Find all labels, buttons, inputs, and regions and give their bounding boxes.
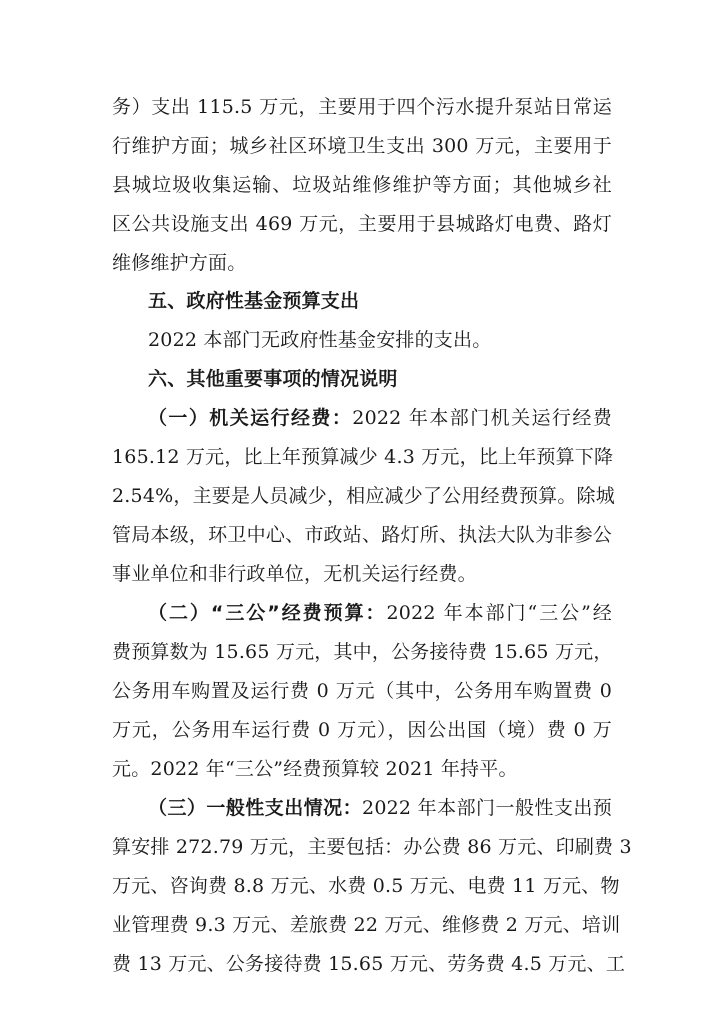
text-line: 165.12 万元，比上年预算减少 4.3 万元，比上年预算下降	[112, 446, 614, 468]
subsection-title: （三）一般性支出情况：	[148, 797, 363, 819]
text-line: 元。2022 年“三公”经费预算较 2021 年持平。	[112, 758, 518, 780]
text-line: 万元、咨询费 8.8 万元、水费 0.5 万元、电费 11 万元、物	[112, 875, 620, 897]
text-line: 费预算数为 15.65 万元，其中，公务接待费 15.65 万元，	[112, 641, 613, 663]
section-heading: 六、其他重要事项的情况说明	[148, 368, 398, 390]
text-run: 2022 年本部门“三公”经	[386, 602, 612, 624]
text-line: 费 13 万元、公务接待费 15.65 万元、劳务费 4.5 万元、工	[112, 953, 626, 975]
text-line: 务）支出 115.5 万元，主要用于四个污水提升泵站日常运	[112, 96, 612, 118]
text-line: 2.54%，主要是人员减少，相应减少了公用经费预算。除城	[112, 485, 615, 507]
text-run: 2022 年本部门一般性支出预	[362, 797, 612, 819]
text-line: 管局本级，环卫中心、市政站、路灯所、执法大队为非参公	[112, 524, 612, 546]
text-line: 公务用车购置及运行费 0 万元（其中，公务用车购置费 0	[112, 680, 612, 702]
text-run: 2022 年本部门机关运行经费	[352, 407, 612, 429]
text-line: 算安排 272.79 万元，主要包括：办公费 86 万元、印刷费 3	[112, 836, 632, 858]
text-line: 行维护方面；城乡社区环境卫生支出 300 万元，主要用于	[112, 135, 612, 157]
text-line	[148, 796, 612, 820]
text-line: 事业单位和非行政单位，无机关运行经费。	[112, 563, 477, 585]
text-line: 县城垃圾收集运输、垃圾站维修维护等方面；其他城乡社	[112, 174, 612, 196]
text-line: 2022 本部门无政府性基金安排的支出。	[148, 329, 492, 351]
text-line: 区公共设施支出 469 万元，主要用于县城路灯电费、路灯	[112, 213, 612, 235]
subsection-title: （二）“三公”经费预算：	[148, 602, 387, 624]
text-line: 万元，公务用车运行费 0 万元），因公出国（境）费 0 万	[112, 719, 612, 741]
text-line: 维修维护方面。	[112, 252, 247, 274]
subsection-title: （一）机关运行经费：	[148, 407, 353, 429]
text-line	[148, 406, 612, 430]
text-line: 业管理费 9.3 万元、差旅费 22 万元、维修费 2 万元、培训	[112, 914, 621, 936]
section-heading: 五、政府性基金预算支出	[148, 290, 360, 312]
text-line	[148, 601, 612, 625]
